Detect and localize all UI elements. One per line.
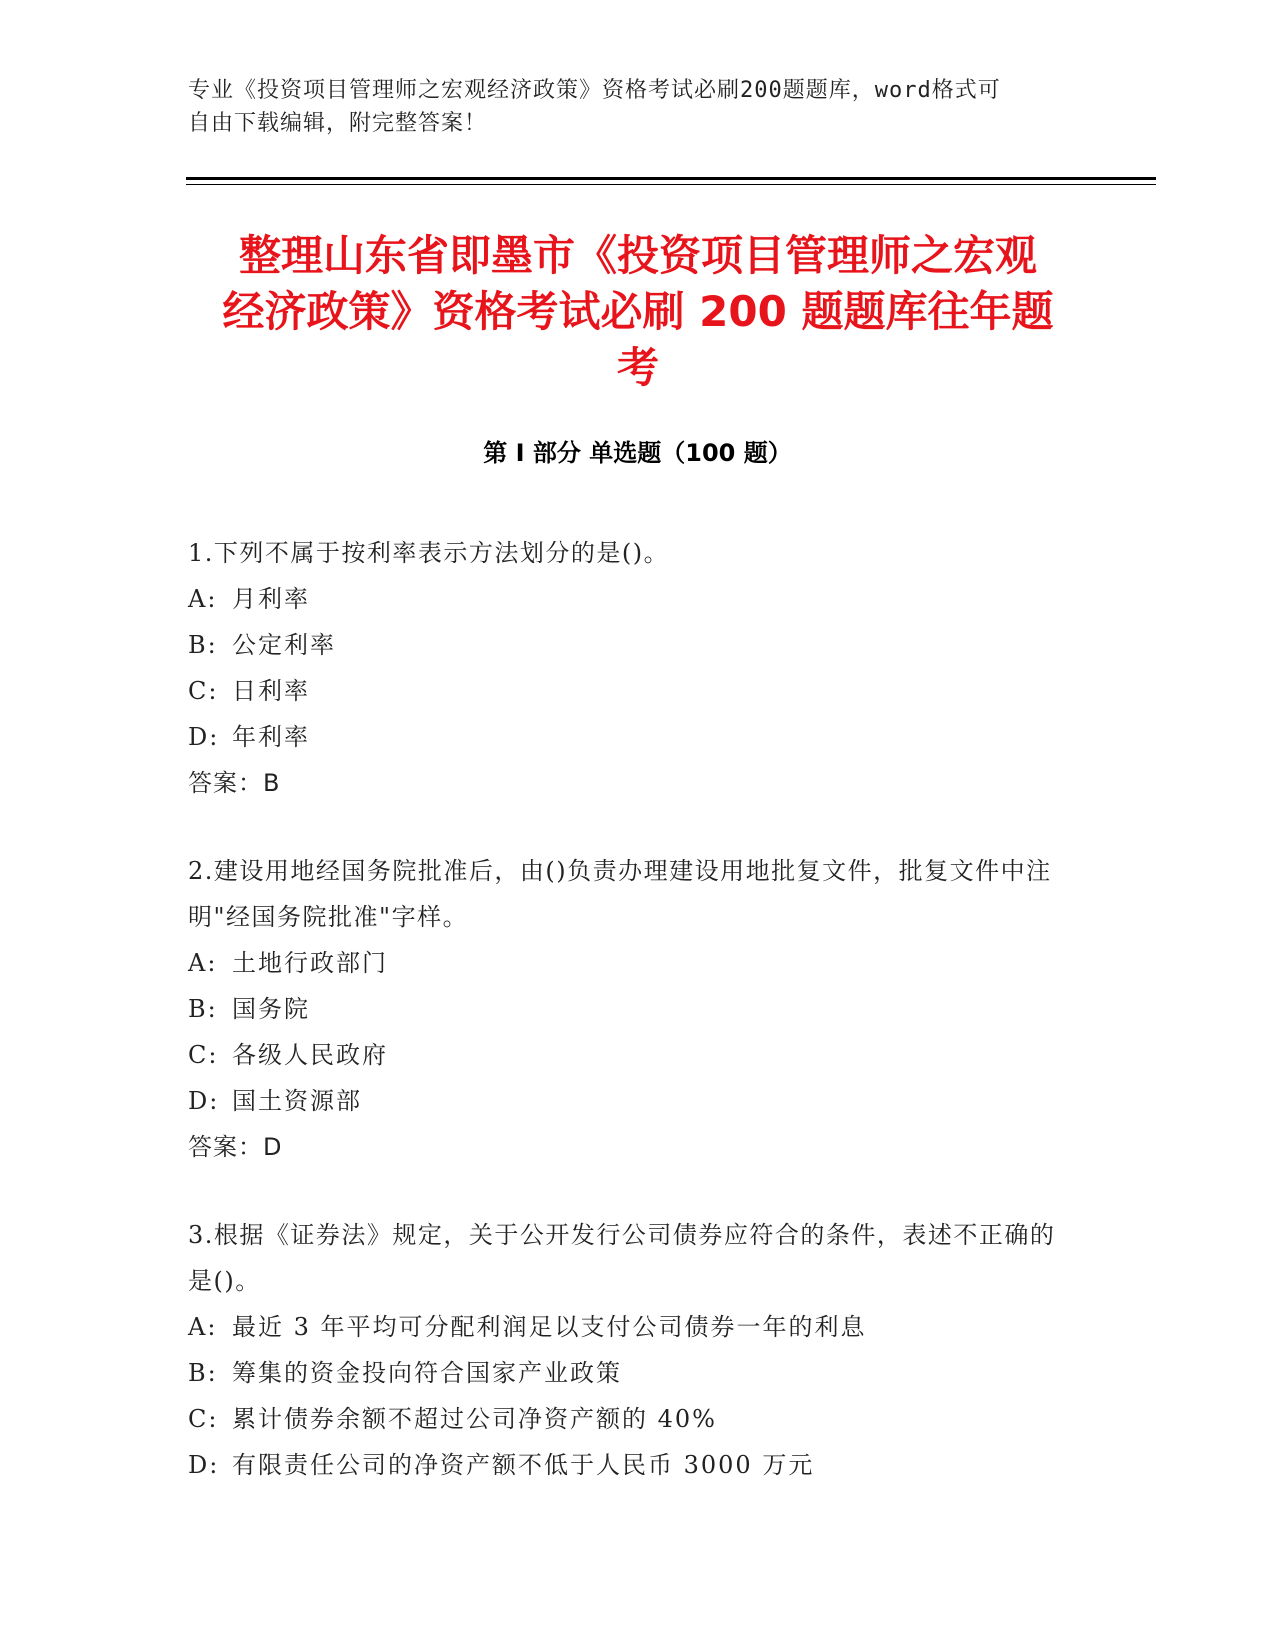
option-text: 日利率 (232, 677, 310, 705)
option-key: B: (188, 1359, 218, 1387)
option-key: B: (188, 995, 218, 1023)
option-text: 月利率 (232, 585, 310, 613)
option-b (188, 986, 1068, 1032)
option-text: 最近 3 年平均可分配利润足以支付公司债券一年的利息 (232, 1313, 867, 1341)
option-key: D: (188, 1087, 220, 1115)
option-text: 各级人民政府 (232, 1041, 388, 1069)
header-divider-thin (186, 184, 1156, 185)
option-key: D: (188, 723, 220, 751)
option-key: D: (188, 1451, 220, 1479)
option-key: A: (188, 949, 218, 977)
question-stem: 1.下列不属于按利率表示方法划分的是()。 (188, 539, 670, 567)
title-line-2: 经济政策》资格考试必刷 200 题题库往年题 (222, 287, 1054, 336)
option-d (188, 1442, 1068, 1488)
option-key: C: (188, 677, 219, 705)
option-key: A: (188, 1313, 218, 1341)
header-note (188, 74, 1068, 140)
question-2 (188, 848, 1068, 1170)
document-title (190, 228, 1086, 396)
option-text: 有限责任公司的净资产额不低于人民币 3000 万元 (232, 1451, 815, 1479)
option-text: 年利率 (232, 723, 310, 751)
header-divider-thick (186, 177, 1156, 180)
question-3 (188, 1212, 1068, 1488)
option-key: C: (188, 1405, 219, 1433)
header-note-line-1: 专业《投资项目管理师之宏观经济政策》资格考试必刷200题题库，word格式可 (188, 78, 1001, 103)
option-d (188, 714, 1068, 760)
option-text: 累计债券余额不超过公司净资产额的 40% (232, 1405, 717, 1433)
section-title: 第 I 部分 单选题（100 题） (483, 439, 792, 467)
option-c (188, 1032, 1068, 1078)
question-stem: 2.建设用地经国务院批准后，由()负责办理建设用地批复文件，批复文件中注明"经国务院批准"字样。 (188, 857, 1052, 931)
option-a (188, 1304, 1068, 1350)
header-note-line-2: 自由下载编辑，附完整答案！ (188, 111, 488, 136)
answer-line: 答案：B (188, 769, 281, 797)
option-key: C: (188, 1041, 219, 1069)
title-line-3: 考 (616, 343, 659, 392)
option-text: 国土资源部 (232, 1087, 362, 1115)
option-key: B: (188, 631, 218, 659)
option-c (188, 668, 1068, 714)
option-text: 公定利率 (232, 631, 336, 659)
title-line-1: 整理山东省即墨市《投资项目管理师之宏观 (238, 231, 1037, 280)
option-b (188, 1350, 1068, 1396)
option-d (188, 1078, 1068, 1124)
question-stem: 3.根据《证券法》规定，关于公开发行公司债券应符合的条件，表述不正确的是()。 (188, 1221, 1056, 1295)
question-list (188, 530, 1068, 1530)
option-text: 国务院 (232, 995, 310, 1023)
option-a (188, 576, 1068, 622)
option-b (188, 622, 1068, 668)
question-1 (188, 530, 1068, 806)
option-c (188, 1396, 1068, 1442)
answer-line: 答案：D (188, 1133, 283, 1161)
option-key: A: (188, 585, 218, 613)
option-a (188, 940, 1068, 986)
option-text: 土地行政部门 (232, 949, 388, 977)
option-text: 筹集的资金投向符合国家产业政策 (232, 1359, 622, 1387)
